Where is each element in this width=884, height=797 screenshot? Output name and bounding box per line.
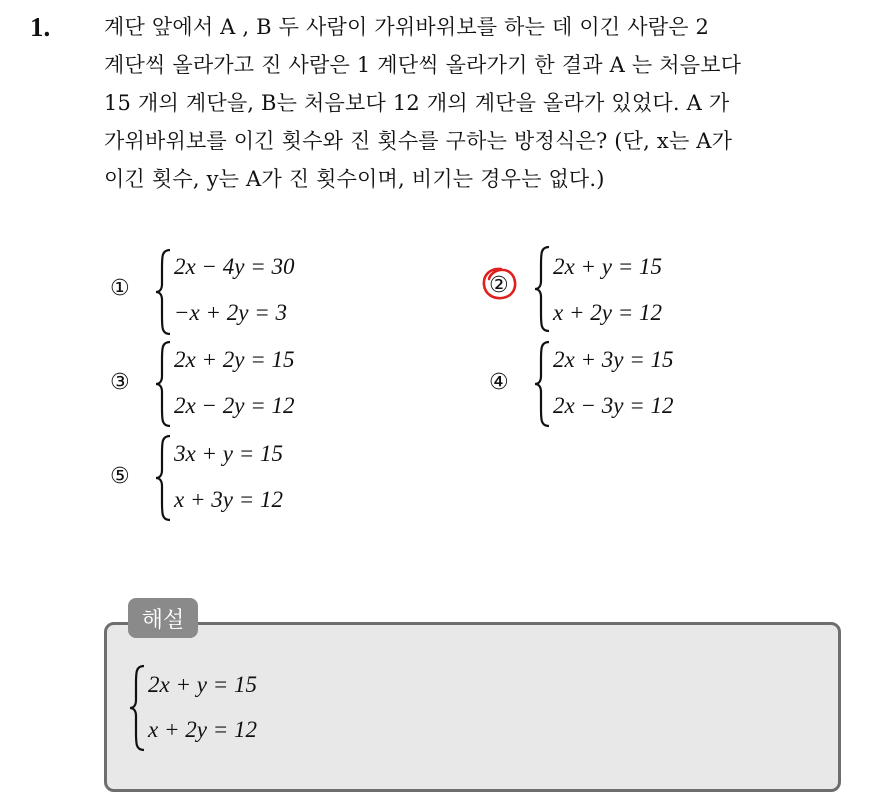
choice-1-marker: ① — [110, 276, 130, 301]
choice-4-marker: ④ — [489, 370, 509, 395]
solution-eq1: 2x + y = 15 — [148, 672, 257, 697]
choice-1-brace — [154, 248, 172, 336]
question-line-1: 계단 앞에서 A , B 두 사람이 가위바위보를 하는 데 이긴 사람은 2 — [104, 15, 710, 39]
choice-3-marker: ③ — [110, 370, 130, 395]
choice-3-eq1: 2x + 2y = 15 — [174, 347, 295, 372]
question-line-2: 계단씩 올라가고 진 사람은 1 계단씩 올라가기 한 결과 A 는 처음보다 — [104, 53, 742, 77]
question-line-3: 15 개의 계단을, B는 처음보다 12 개의 계단을 올라가 있었다. A 가 — [104, 91, 730, 115]
choice-3-brace — [154, 340, 172, 428]
choice-5-brace — [154, 434, 172, 522]
solution-eq2: x + 2y = 12 — [148, 717, 257, 742]
solution-label: 해설 — [128, 598, 198, 638]
choice-4-eq2: 2x − 3y = 12 — [553, 393, 674, 418]
question-line-5: 이긴 횟수, y는 A가 진 횟수이며, 비기는 경우는 없다.) — [104, 167, 605, 191]
choice-2-brace — [533, 245, 551, 333]
choice-4-brace — [533, 340, 551, 428]
solution-brace — [128, 664, 146, 752]
choice-4-eq1: 2x + 3y = 15 — [553, 347, 674, 372]
choice-5-marker: ⑤ — [110, 464, 130, 489]
choice-2-eq2: x + 2y = 12 — [553, 300, 662, 325]
choice-1-eq2: −x + 2y = 3 — [174, 300, 287, 325]
choice-2-eq1: 2x + y = 15 — [553, 254, 662, 279]
choice-5-eq1: 3x + y = 15 — [174, 441, 283, 466]
solution-box — [104, 622, 841, 792]
choice-5-eq2: x + 3y = 12 — [174, 487, 283, 512]
choice-2-marker: ② — [489, 273, 509, 298]
question-line-4: 가위바위보를 이긴 횟수와 진 횟수를 구하는 방정식은? (단, x는 A가 — [104, 129, 733, 153]
question-number: 1. — [30, 12, 51, 42]
choice-1-eq1: 2x − 4y = 30 — [174, 254, 295, 279]
selected-answer-circle — [480, 266, 520, 302]
question-text — [104, 8, 864, 198]
choice-3-eq2: 2x − 2y = 12 — [174, 393, 295, 418]
